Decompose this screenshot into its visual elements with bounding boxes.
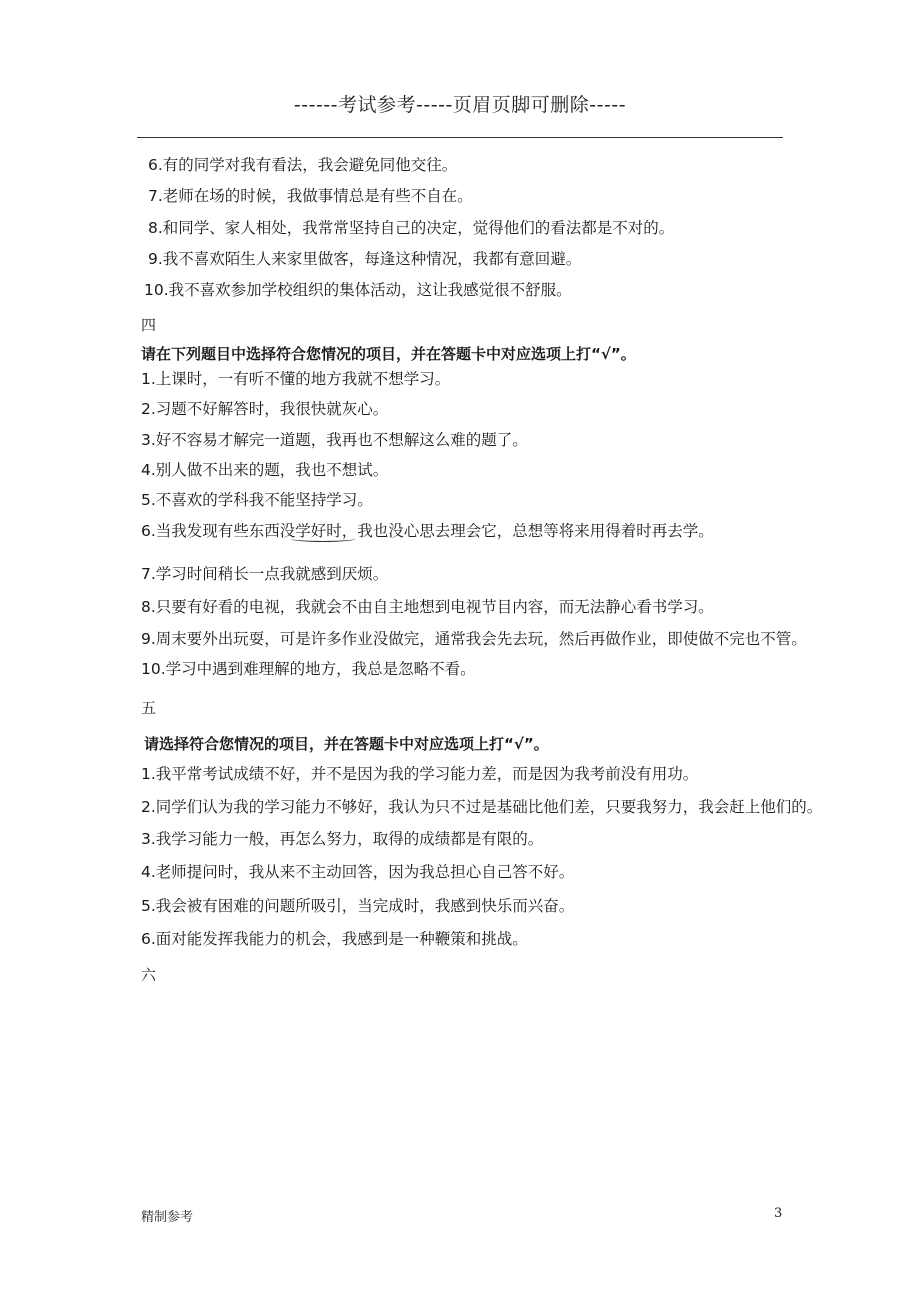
list-item: 4.老师提问时，我从来不主动回答，因为我总担心自己答不好。	[141, 863, 575, 881]
list-item: 5.我会被有困难的问题所吸引，当完成时，我感到快乐而兴奋。	[141, 897, 575, 915]
list-item: 3.我学习能力一般，再怎么努力，取得的成绩都是有限的。	[141, 830, 544, 848]
handwritten-underline	[290, 535, 356, 542]
list-item: 6.面对能发挥我能力的机会，我感到是一种鞭策和挑战。	[141, 930, 528, 948]
list-item: 4.别人做不出来的题，我也不想试。	[141, 461, 389, 479]
page-number: 3	[774, 1206, 783, 1221]
list-item: 8.只要有好看的电视，我就会不由自主地想到电视节目内容，而无法静心看书学习。	[141, 598, 714, 616]
section-instruction: 请选择符合您情况的项目，并在答题卡中对应选项上打“√”。	[144, 735, 549, 753]
footer-label: 精制参考	[141, 1210, 194, 1225]
list-item: 9.我不喜欢陌生人来家里做客，每逢这种情况，我都有意回避。	[148, 250, 582, 268]
list-item: 6.当我发现有些东西没学好时，我也没心思去理会它，总想等将来用得着时再去学。	[141, 522, 714, 540]
list-item: 10.我不喜欢参加学校组织的集体活动，这让我感觉很不舒服。	[144, 281, 572, 299]
section-number: 六	[141, 966, 157, 984]
list-item: 3.好不容易才解完一道题，我再也不想解这么难的题了。	[141, 431, 528, 449]
list-item: 1.我平常考试成绩不好，并不是因为我的学习能力差，而是因为我考前没有用功。	[141, 765, 699, 783]
section-instruction: 请在下列题目中选择符合您情况的项目，并在答题卡中对应选项上打“√”。	[141, 345, 636, 363]
list-item: 10.学习中遇到难理解的地方，我总是忽略不看。	[141, 660, 476, 678]
section-number: 五	[141, 699, 157, 717]
list-item: 7.老师在场的时候，我做事情总是有些不自在。	[148, 187, 473, 205]
list-item: 8.和同学、家人相处，我常常坚持自己的决定，觉得他们的看法都是不对的。	[148, 219, 675, 237]
list-item: 9.周末要外出玩耍，可是许多作业没做完，通常我会先去玩，然后再做作业，即使做不完也不管。	[141, 630, 807, 648]
list-item: 6.有的同学对我有看法，我会避免同他交往。	[148, 156, 458, 174]
list-item: 7.学习时间稍长一点我就感到厌烦。	[141, 565, 389, 583]
section-number: 四	[141, 316, 157, 334]
list-item: 2.同学们认为我的学习能力不够好，我认为只不过是基础比他们差，只要我努力，我会赶上他们的。	[141, 798, 823, 816]
list-item: 5.不喜欢的学科我不能坚持学习。	[141, 491, 373, 509]
list-item: 2.习题不好解答时，我很快就灰心。	[141, 400, 389, 418]
list-item: 1.上课时，一有听不懂的地方我就不想学习。	[141, 370, 451, 388]
page-header: ------考试参考-----页眉页脚可删除-----	[293, 94, 627, 116]
header-divider	[137, 137, 783, 138]
